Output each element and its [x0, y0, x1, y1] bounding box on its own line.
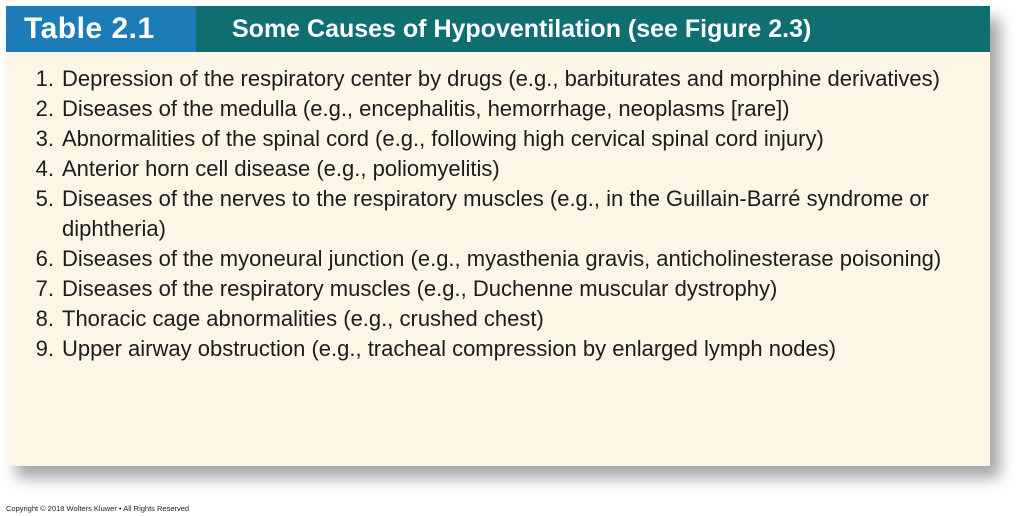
item-number: 3. [35, 126, 54, 151]
copyright-notice: Copyright © 2018 Wolters Kluwer • All Rights Reserved [6, 504, 190, 513]
list-item [6, 304, 990, 334]
table [6, 6, 990, 466]
table-title: Some Causes of Hypoventilation (see Figure 2.3) [232, 15, 812, 43]
list-item [6, 184, 990, 244]
item-number: 7. [35, 276, 54, 301]
list-item [6, 154, 990, 184]
list-item [6, 244, 990, 274]
item-text: Diseases of the myoneural junction (e.g., myasthenia gravis, anticholinesterase poisoning) [62, 246, 942, 271]
item-text: Diseases of the respiratory muscles (e.g., Duchenne muscular dystrophy) [62, 276, 778, 301]
table-number: Table 2.1 [6, 6, 196, 52]
item-number: 1. [35, 66, 54, 91]
item-number: 2. [35, 96, 54, 121]
item-text: Diseases of the nerves to the respiratory muscles (e.g., in the Guillain-Barré syndrome or diphtheria) [62, 186, 929, 241]
list-item [6, 334, 990, 364]
item-text: Thoracic cage abnormalities (e.g., crushed chest) [62, 306, 544, 331]
item-number: 5. [35, 186, 54, 211]
item-number: 8. [35, 306, 54, 331]
list-item [6, 94, 990, 124]
list-item [6, 64, 990, 94]
item-text: Diseases of the medulla (e.g., encephalitis, hemorrhage, neoplasms [rare]) [62, 96, 790, 121]
item-text: Abnormalities of the spinal cord (e.g., following high cervical spinal cord injury) [62, 126, 824, 151]
causes-list [6, 64, 990, 364]
item-text: Depression of the respiratory center by drugs (e.g., barbiturates and morphine derivatives) [62, 66, 940, 91]
table-header [6, 6, 990, 52]
table-body [6, 52, 990, 466]
item-number: 4. [35, 156, 54, 181]
item-number: 6. [35, 246, 54, 271]
item-number: 9. [35, 336, 54, 361]
list-item [6, 124, 990, 154]
list-item [6, 274, 990, 304]
item-text: Anterior horn cell disease (e.g., poliomyelitis) [62, 156, 500, 181]
item-text: Upper airway obstruction (e.g., tracheal compression by enlarged lymph nodes) [62, 336, 837, 361]
